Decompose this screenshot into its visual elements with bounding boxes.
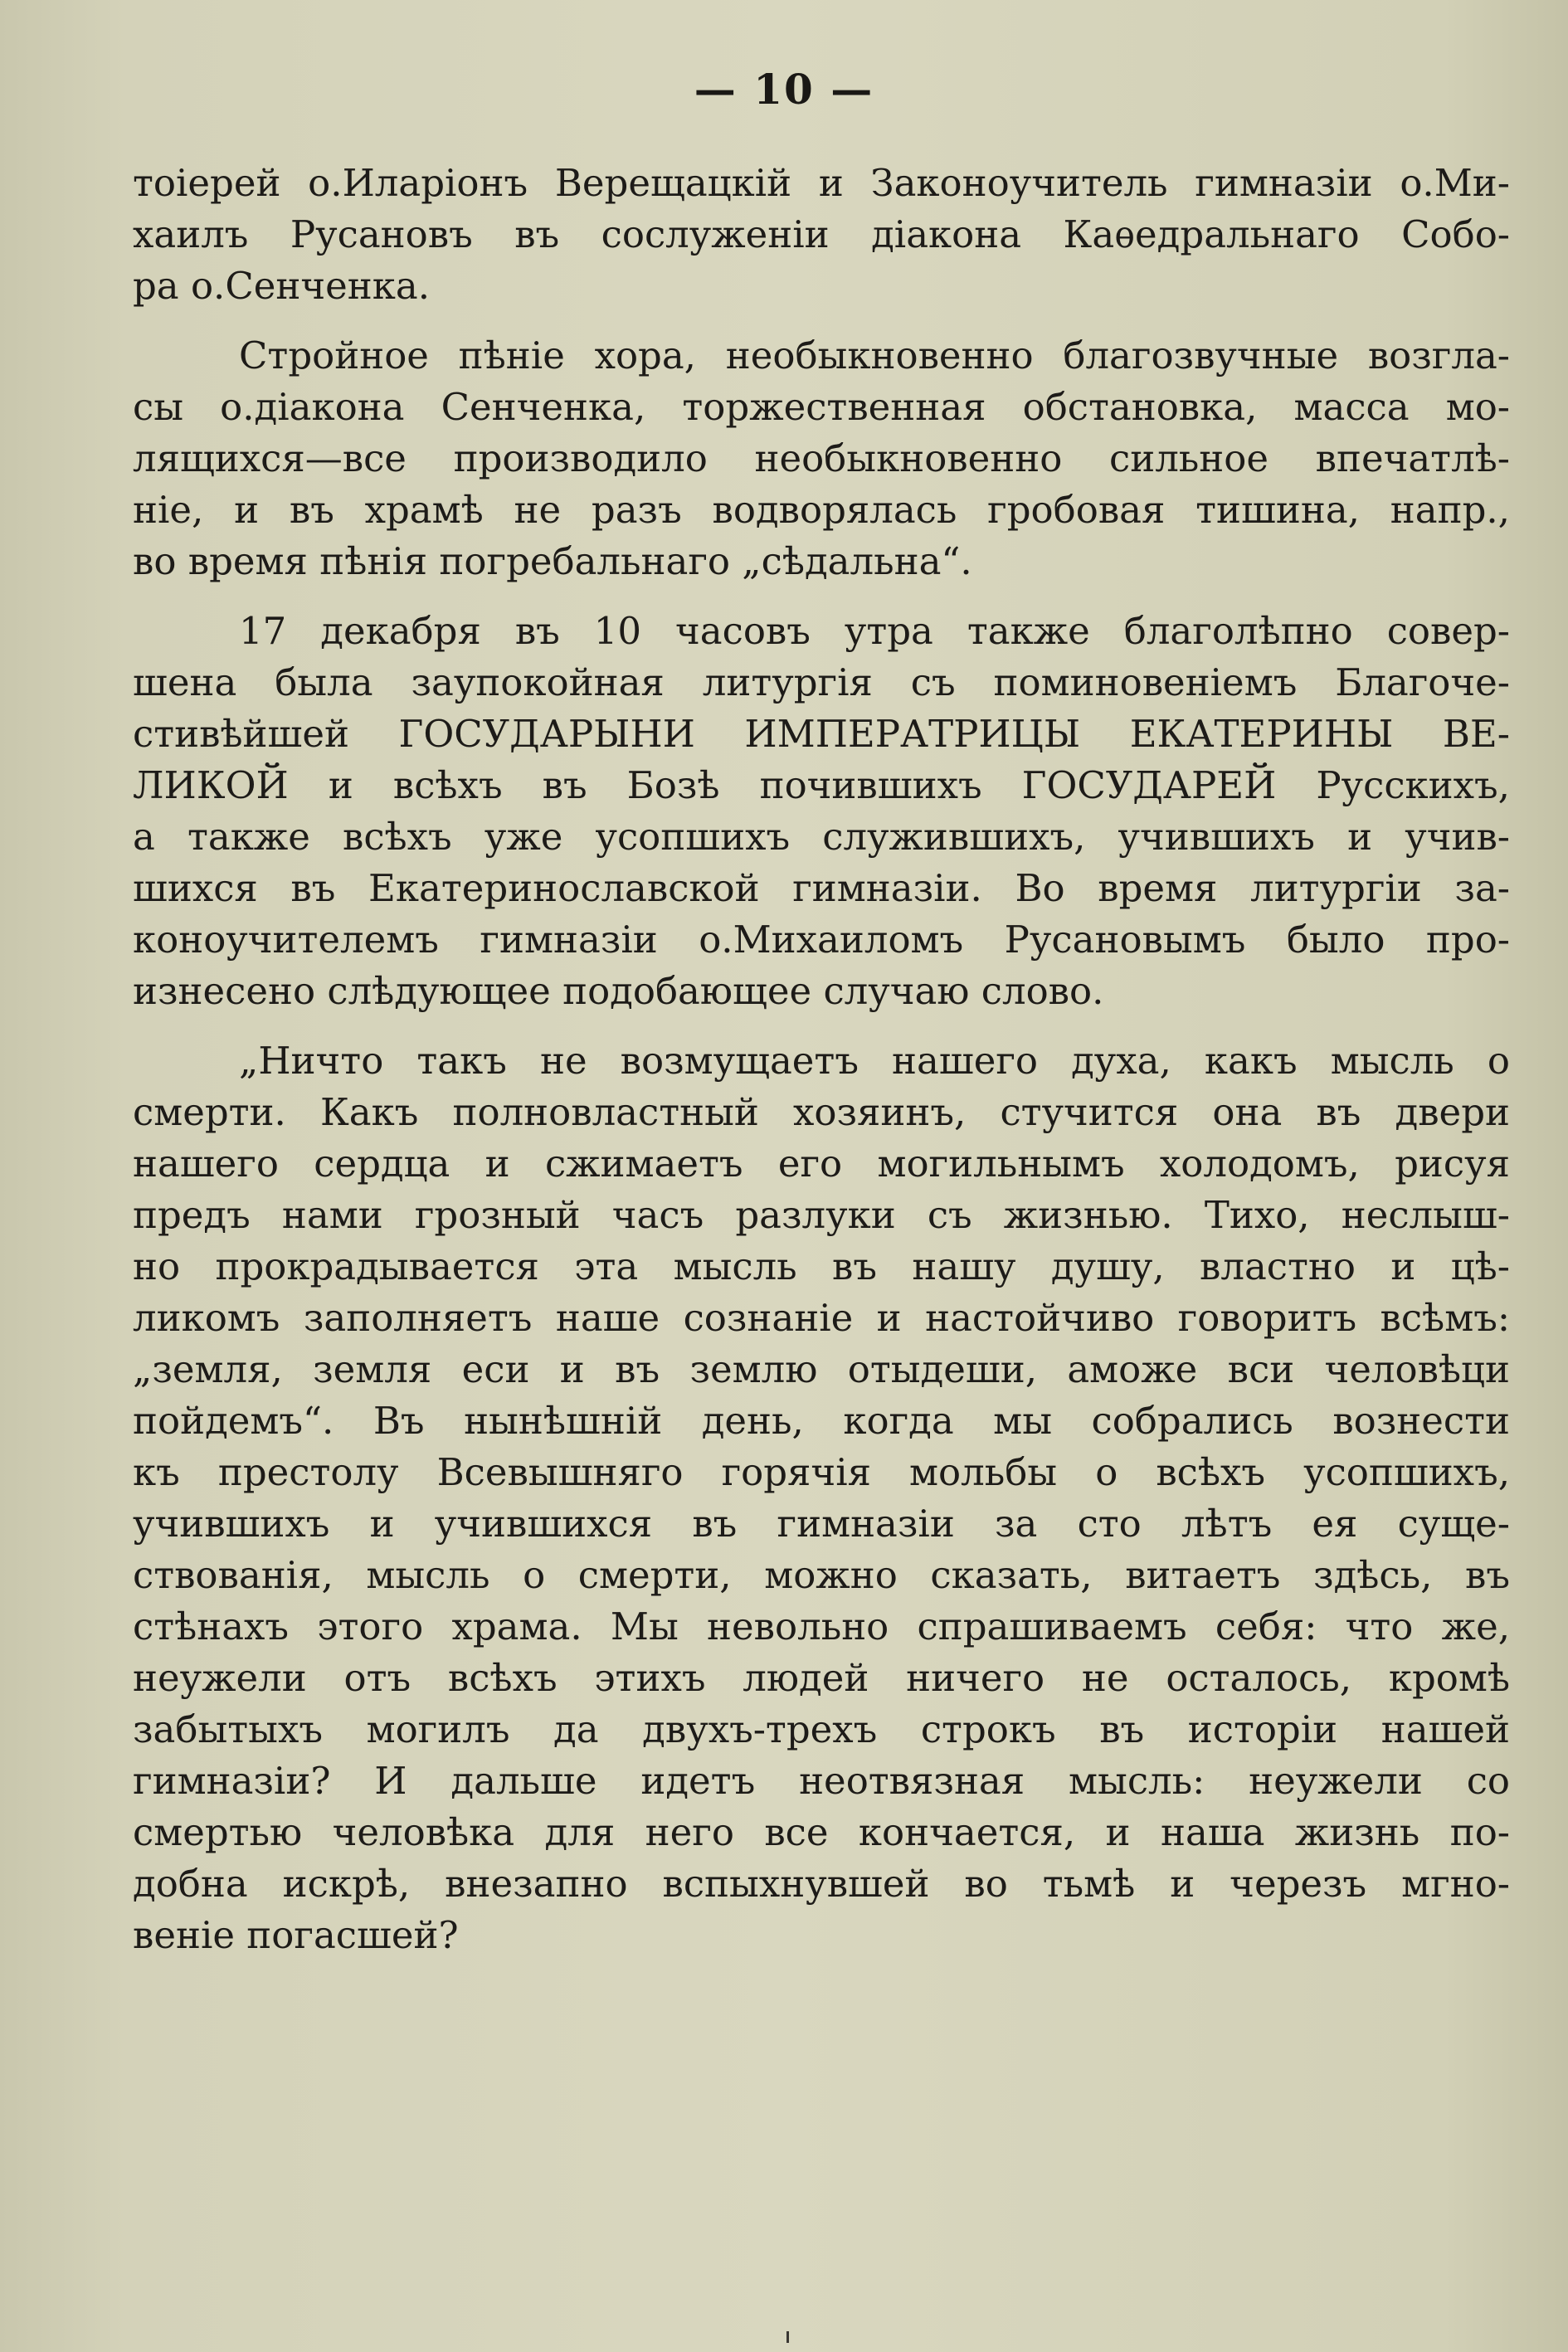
text-line: смертью человѣка для него все кончается, и наша жизнь по- <box>133 1810 1510 1854</box>
text-line: а также всѣхъ уже усопшихъ служившихъ, учившихъ и учив- <box>133 815 1510 859</box>
text-line: стивѣйшей ГОСУДАРЫНИ ИМПЕРАТРИЦЫ ЕКАТЕРИНЫ ВЕ- <box>133 712 1510 756</box>
text-line: пойдемъ“. Въ нынѣшній день, когда мы собрались вознести <box>133 1399 1510 1443</box>
text-line: шена была заупокойная литургія съ поминовеніемъ Благоче- <box>133 660 1510 704</box>
text-line: стѣнахъ этого храма. Мы невольно спрашиваемъ себя: что же, <box>133 1605 1510 1648</box>
text-line: учившихъ и учившихся въ гимназіи за сто лѣтъ ея суще- <box>133 1502 1510 1546</box>
text-line: „земля, земля еси и въ землю отыдеши, аможе вси человѣци <box>133 1347 1510 1391</box>
page-number: — 10 — <box>694 65 874 114</box>
text-line: 17 декабря въ 10 часовъ утра также благолѣпно совер- <box>239 609 1510 653</box>
paragraph <box>133 1035 1510 1961</box>
text-line: ствованія, мысль о смерти, можно сказать, витаетъ здѣсь, въ <box>133 1553 1510 1597</box>
text-line: Стройное пѣніе хора, необыкновенно благозвучные возгла- <box>239 334 1510 377</box>
text-line: коноучителемъ гимназіи о.Михаиломъ Русановымъ было про- <box>133 918 1510 962</box>
print-speck <box>786 2331 789 2343</box>
text-line: во время пѣнія погребальнаго „сѣдальна“. <box>133 539 972 583</box>
text-line: ніе, и въ храмѣ не разъ водворялась гробовая тишина, напр., <box>133 488 1510 532</box>
text-line: изнесено слѣдующее подобающее случаю слово. <box>133 969 1104 1013</box>
text-line: нашего сердца и сжимаетъ его могильнымъ холодомъ, рисуя <box>133 1142 1510 1186</box>
text-line: гимназіи? И дальше идетъ неотвязная мысль: неужели со <box>133 1759 1510 1803</box>
page-text <box>133 158 1510 1961</box>
text-line: шихся въ Екатеринославской гимназіи. Во время литургіи за- <box>133 866 1510 910</box>
text-line: сы о.діакона Сенченка, торжественная обстановка, масса мо- <box>133 385 1510 429</box>
paragraph <box>133 158 1510 312</box>
text-line: хаилъ Русановъ въ сослуженіи діакона Каѳедральнаго Собо- <box>133 212 1510 256</box>
text-line: забытыхъ могилъ да двухъ-трехъ строкъ въ исторіи нашей <box>133 1707 1510 1751</box>
text-line: лящихся—все производило необыкновенно сильное впечатлѣ- <box>133 436 1510 480</box>
text-line: предъ нами грозный часъ разлуки съ жизнью. Тихо, неслыш- <box>133 1193 1510 1237</box>
text-line: но прокрадывается эта мысль въ нашу душу, властно и цѣ- <box>133 1244 1510 1288</box>
text-line: веніе погасшей? <box>133 1913 459 1957</box>
text-line: ликомъ заполняетъ наше сознаніе и настойчиво говоритъ всѣмъ: <box>133 1296 1510 1340</box>
text-line: тоіерей о.Иларіонъ Верещацкій и Законоучитель гимназіи о.Ми- <box>133 161 1510 205</box>
text-line: смерти. Какъ полновластный хозяинъ, стучится она въ двери <box>133 1090 1510 1134</box>
paragraph <box>133 330 1510 587</box>
text-line: къ престолу Всевышняго горячія мольбы о всѣхъ усопшихъ, <box>133 1450 1510 1494</box>
text-line: добна искрѣ, внезапно вспыхнувшей во тьмѣ и черезъ мгно- <box>133 1862 1510 1906</box>
text-line: ЛИКОЙ и всѣхъ въ Бозѣ почившихъ ГОСУДАРЕЙ Русскихъ, <box>133 763 1510 807</box>
text-line: „Ничто такъ не возмущаетъ нашего духа, какъ мысль о <box>239 1039 1510 1083</box>
text-line: ра о.Сенченка. <box>133 264 431 308</box>
text-line: неужели отъ всѣхъ этихъ людей ничего не осталось, кромѣ <box>133 1656 1510 1700</box>
paragraph <box>133 606 1510 1017</box>
